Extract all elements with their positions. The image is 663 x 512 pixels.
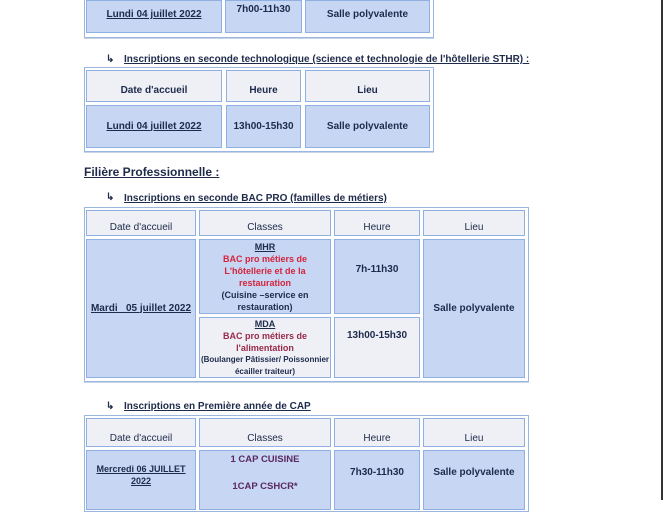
header-heure: Heure [334, 210, 420, 236]
header-lieu: Lieu [305, 70, 430, 102]
table-cap [84, 415, 529, 512]
lieu-cell: Salle polyvalente [305, 105, 430, 148]
mhr-cell: MHR BAC pro métiers de L'hôtellerie et de la restauration (Cuisine –service en restauration) [199, 239, 331, 314]
section-title: Filière Professionnelle : [84, 165, 220, 179]
date-cell: Lundi 04 juillet 2022 [86, 0, 222, 33]
date-cell: Mardi 05 juillet 2022 [86, 239, 196, 378]
mda-cell: MDA BAC pro métiers de l'alimentation (Boulanger Pâtissier/ Poissonnier écailler traiteur) [199, 317, 331, 378]
mda-heure-cell: 13h00-15h30 [334, 317, 420, 378]
classes-cell: 1 CAP CUISINE 1CAP CSHCR* [199, 450, 331, 510]
table-top [84, 0, 434, 38]
header-heure: Heure [334, 418, 420, 447]
header-date: Date d'accueil [86, 210, 196, 236]
lieu-cell: Salle polyvalente [305, 0, 430, 33]
lieu-cell: Salle polyvalente [423, 239, 525, 378]
heure-cell: 7h30-11h30 [334, 450, 420, 510]
sthr-heading: Inscriptions en seconde technologique (science et technologie de l'hôtellerie STHR) : [124, 54, 530, 65]
heure-cell: 13h00-15h30 [226, 105, 301, 148]
header-lieu: Lieu [423, 418, 525, 447]
date-cell: Lundi 04 juillet 2022 [86, 105, 222, 148]
bacpro-heading: Inscriptions en seconde BAC PRO (familles de métiers) [124, 193, 387, 204]
date-cell: Mercredi 06 JUILLET 2022 [86, 450, 196, 510]
heure-cell: 7h00-11h30 [225, 0, 302, 33]
cap-heading: Inscriptions en Première année de CAP [124, 401, 311, 412]
table-sthr [84, 67, 434, 152]
header-classes: Classes [199, 210, 331, 236]
bullet-arrow-icon: ↳ [106, 401, 115, 412]
lieu-cell: Salle polyvalente [423, 450, 525, 510]
table-bacpro [84, 207, 529, 382]
mhr-heure-cell: 7h-11h30 [334, 239, 420, 314]
header-classes: Classes [199, 418, 331, 447]
header-lieu: Lieu [423, 210, 525, 236]
bullet-arrow-icon: ↳ [106, 54, 115, 65]
header-date: Date d'accueil [86, 418, 196, 447]
header-heure: Heure [226, 70, 301, 102]
header-date: Date d'accueil [86, 70, 222, 102]
bullet-arrow-icon: ↳ [106, 192, 115, 203]
